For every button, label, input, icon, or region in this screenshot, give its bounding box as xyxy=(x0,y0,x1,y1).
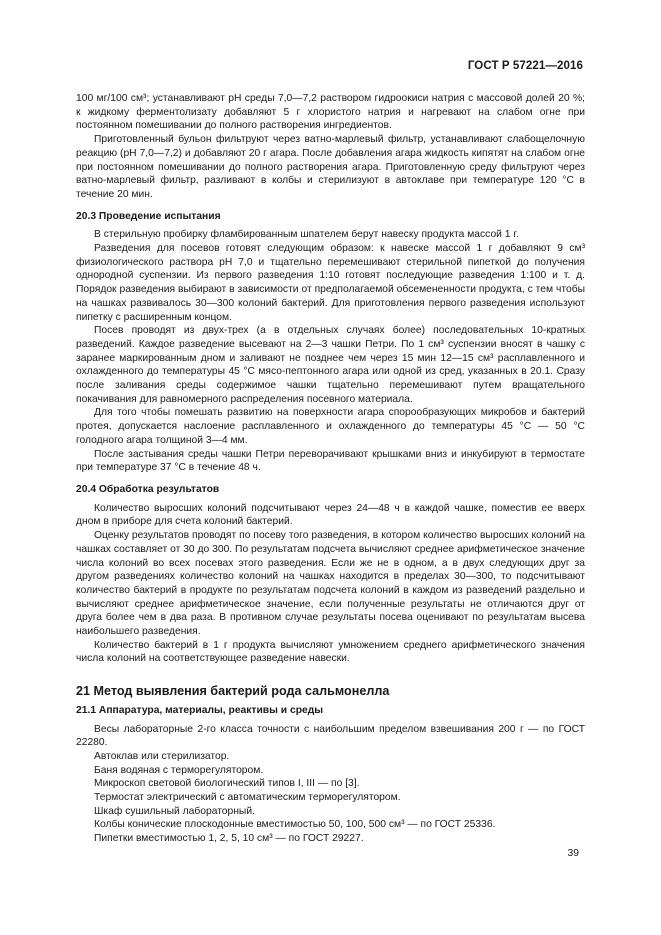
paragraph: Посев проводят из двух-трех (а в отдельных случаях более) последовательных 10-кратных разведений. Каждое разведение высевают на 2—3 чашки Петри. По 1 см³ суспензии вносят в чашку с заранее маркированным дном и заливают не позднее чем через 15 мин 12—15 см³ расплавленного и охлажденного до температуры 45 °С мясо-пептонного агара или одной из сред, указанных в 20.1. Сразу после заливания среды содержимое чашки тщательно перемешивают путем вращательного покачивания для равномерного распределения посевного материала. xyxy=(76,325,585,405)
list-item: Микроскоп световой биологический типов I, III — по [3]. xyxy=(94,778,360,790)
paragraph: Оценку результатов проводят по посеву того разведения, в котором количество выросших колоний на чашках составляет от 30 до 300. По результатам подсчета вычисляют среднее арифметическое значение числа колоний во всех посевах этого разведения. Если же не в одном, а в двух следующих друг за другом разведениях количество колоний на чашках находится в пределах 30—300, то подсчитывают количество бактерий в продукте по результатам подсчета колоний в каждом из разведений раздельно и вычисляют среднее арифметическое значение, если полученные результаты не отличаются друг от друга более чем в два раза. В противном случае результаты посева оценивают по результатам высева наибольшего разведения. xyxy=(76,530,585,638)
paragraph: Разведения для посевов готовят следующим образом: к навеске массой 1 г добавляют 9 см³ физиологического раствора pH 7,0 и тщательно перемешивают стерильной пипеткой до получения однородной суспензии. Из первого разведения 1:10 готовят последующие разведения 1:100 и т. д. Порядок разведения выбирают в зависимости от предполагаемой обсемененности продукта, с тем чтобы на чашках развивалось 30—300 колоний бактерий. Для приготовления первого разведения используют пипетку с расширенным концом. xyxy=(76,243,585,323)
paragraph: Количество бактерий в 1 г продукта вычисляют умножением среднего арифметического значения числа колоний на соответствующее разведение навески. xyxy=(76,639,585,665)
chapter-heading: 21 Метод выявления бактерий рода сальмонелла xyxy=(76,684,390,699)
list-item: Автоклав или стерилизатор. xyxy=(94,750,230,762)
standard-header: ГОСТ Р 57221—2016 xyxy=(467,60,583,72)
paragraph: 100 мг/100 см³; устанавливают pH среды 7,0—7,2 раствором гидроокиси натрия с массовой долей 20 %; к жидкому ферментолизату добавляют 5 г хлористого натрия и нагревают на слабом огне при постоянном помешивании до полного растворения ингредиентов. xyxy=(76,93,585,132)
section-heading: 20.3 Проведение испытания xyxy=(76,210,221,222)
list-item: Шкаф сушильный лабораторный. xyxy=(94,805,255,817)
list-item: Весы лабораторные 2-го класса точности с наибольшим пределом взвешивания 200 г — по ГОСТ 22280. xyxy=(76,723,585,749)
document-body xyxy=(76,92,585,846)
paragraph: Количество выросших колоний подсчитывают через 24—48 ч в каждой чашке, поместив ее вверх дном в приборе для счета колоний бактерий. xyxy=(76,502,585,528)
section-heading: 21.1 Аппаратура, материалы, реактивы и среды xyxy=(76,704,324,716)
list-item: Баня водяная с терморегулятором. xyxy=(94,764,264,776)
paragraph: Для того чтобы помешать развитию на поверхности агара спорообразующих микробов и бактерий протея, допускается наслоение расплавленного и охлажденного до температуры 45 °С — 50 °С голодного агара толщиной 3—4 мм. xyxy=(76,407,585,446)
paragraph: После застывания среды чашки Петри переворачивают крышками вниз и инкубируют в термостате при температуре 37 °С в течение 48 ч. xyxy=(76,448,585,474)
list-item: Пипетки вместимостью 1, 2, 5, 10 см³ — по ГОСТ 29227. xyxy=(94,833,364,845)
paragraph: Приготовленный бульон фильтруют через ватно-марлевый фильтр, устанавливают слабощелочную реакцию (pH 7,0—7,2) и добавляют 20 г агара. После добавления агара жидкость кипятят на слабом огне при постоянном помешивании до полного растворения агара. Приготовленную среду фильтруют через ватно-марлевый фильтр, разливают в колбы и стерилизуют в автоклаве при температуре 120 °С в течение 20 мин. xyxy=(76,134,585,200)
section-heading: 20.4 Обработка результатов xyxy=(76,483,220,495)
page-number: 39 xyxy=(567,848,579,859)
list-item: Колбы конические плоскодонные вместимостью 50, 100, 500 см³ — по ГОСТ 25336. xyxy=(94,819,496,831)
list-item: Термостат электрический с автоматическим терморегулятором. xyxy=(94,792,401,804)
paragraph: В стерильную пробирку фламбированным шпателем берут навеску продукта массой 1 г. xyxy=(94,229,519,241)
